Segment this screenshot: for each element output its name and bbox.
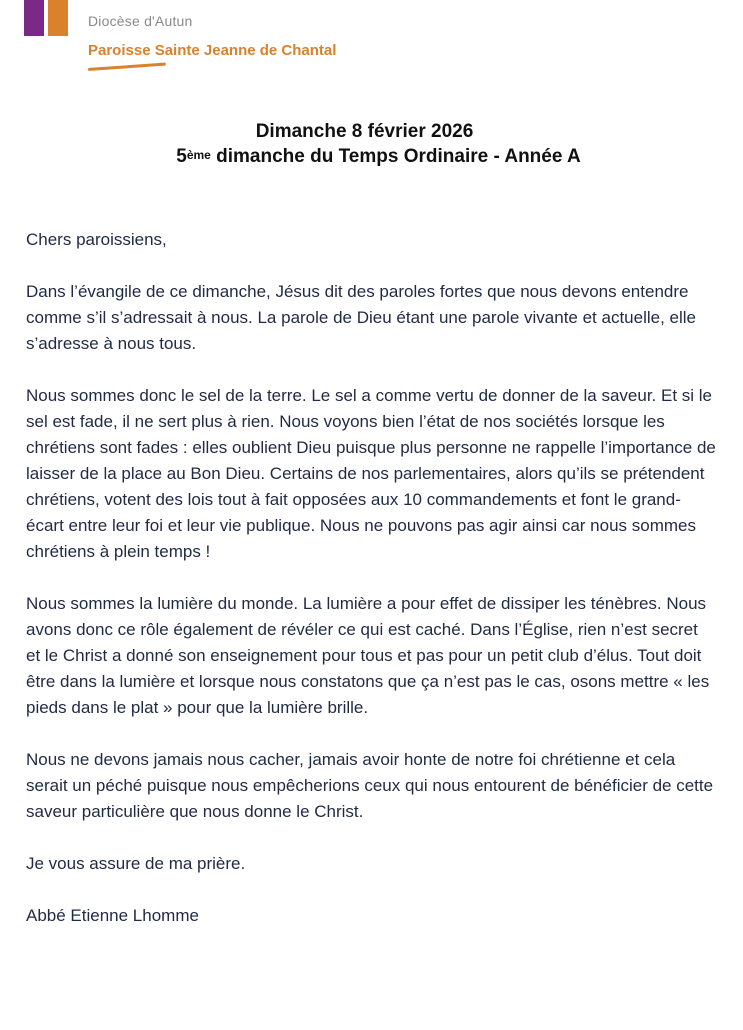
sunday-date: Dimanche 8 février 2026	[255, 121, 474, 142]
diocese-name: Diocèse d'Autun	[88, 13, 193, 29]
letter-paragraph: Nous sommes donc le sel de la terre. Le sel a comme vertu de donner de la saveur. Et si le sel est fade, il ne sert plus à rien. Nous voyons bien l’état de nos sociétés lorsque les chrétiens sont fades : elles oublient Dieu puisque plus personne ne rappelle l’importance de laisser de la place au Bon Dieu. Certains de nos parlementaires, alors qu’ils se prétendent chrétiens, votent des lois tout à fait opposées aux 10 commandements et font le grand-écart entre leur foi et leur vie publique. Nous ne pouvons pas agir ainsi car nous sommes chrétiens à plein temps !	[26, 386, 716, 561]
parish-name: Paroisse Sainte Jeanne de Chantal	[88, 42, 337, 59]
sunday-title-rest: dimanche du Temps Ordinaire - Année A	[210, 146, 581, 167]
title-block	[0, 120, 743, 170]
letter-paragraph: Nous sommes la lumière du monde. La lumière a pour effet de dissiper les ténèbres. Nous avons donc ce rôle également de révéler ce qui est caché. Dans l’Église, rien n’est secret et le Christ a donné son enseignement pour tous et pas pour un petit club d’élus. Tout doit être dans la lumière et lorsque nous constatons que ça n’est pas le cas, osons mettre « les pieds dans le plat » pour que la lumière brille.	[26, 594, 710, 717]
letter-paragraph: Dans l’évangile de ce dimanche, Jésus dit des paroles fortes que nous devons entendre comme s’il s’adressait à nous. La parole de Dieu étant une parole vivante et actuelle, elle s’adresse à nous tous.	[26, 282, 696, 353]
letter-greeting: Chers paroissiens,	[26, 230, 167, 249]
letter-body	[26, 227, 716, 955]
liturgical-sunday	[0, 144, 743, 170]
letter-closing: Je vous assure de ma prière.	[26, 854, 246, 873]
sunday-ordinal-number: 5	[176, 146, 187, 167]
letterhead	[88, 12, 336, 60]
sunday-ordinal-suffix: ème	[186, 148, 211, 162]
letterhead-underline	[88, 63, 166, 71]
letter-paragraph: Nous ne devons jamais nous cacher, jamais avoir honte de notre foi chrétienne et cela serait un péché puisque nous empêcherions ceux qui nous entourent de bénéficier de cette saveur particulière que nous donne le Christ.	[26, 750, 714, 821]
logo-purple-block	[24, 0, 44, 36]
letter-signature: Abbé Etienne Lhomme	[26, 906, 199, 925]
logo-orange-block	[48, 0, 68, 36]
diocese-logo	[24, 0, 70, 36]
